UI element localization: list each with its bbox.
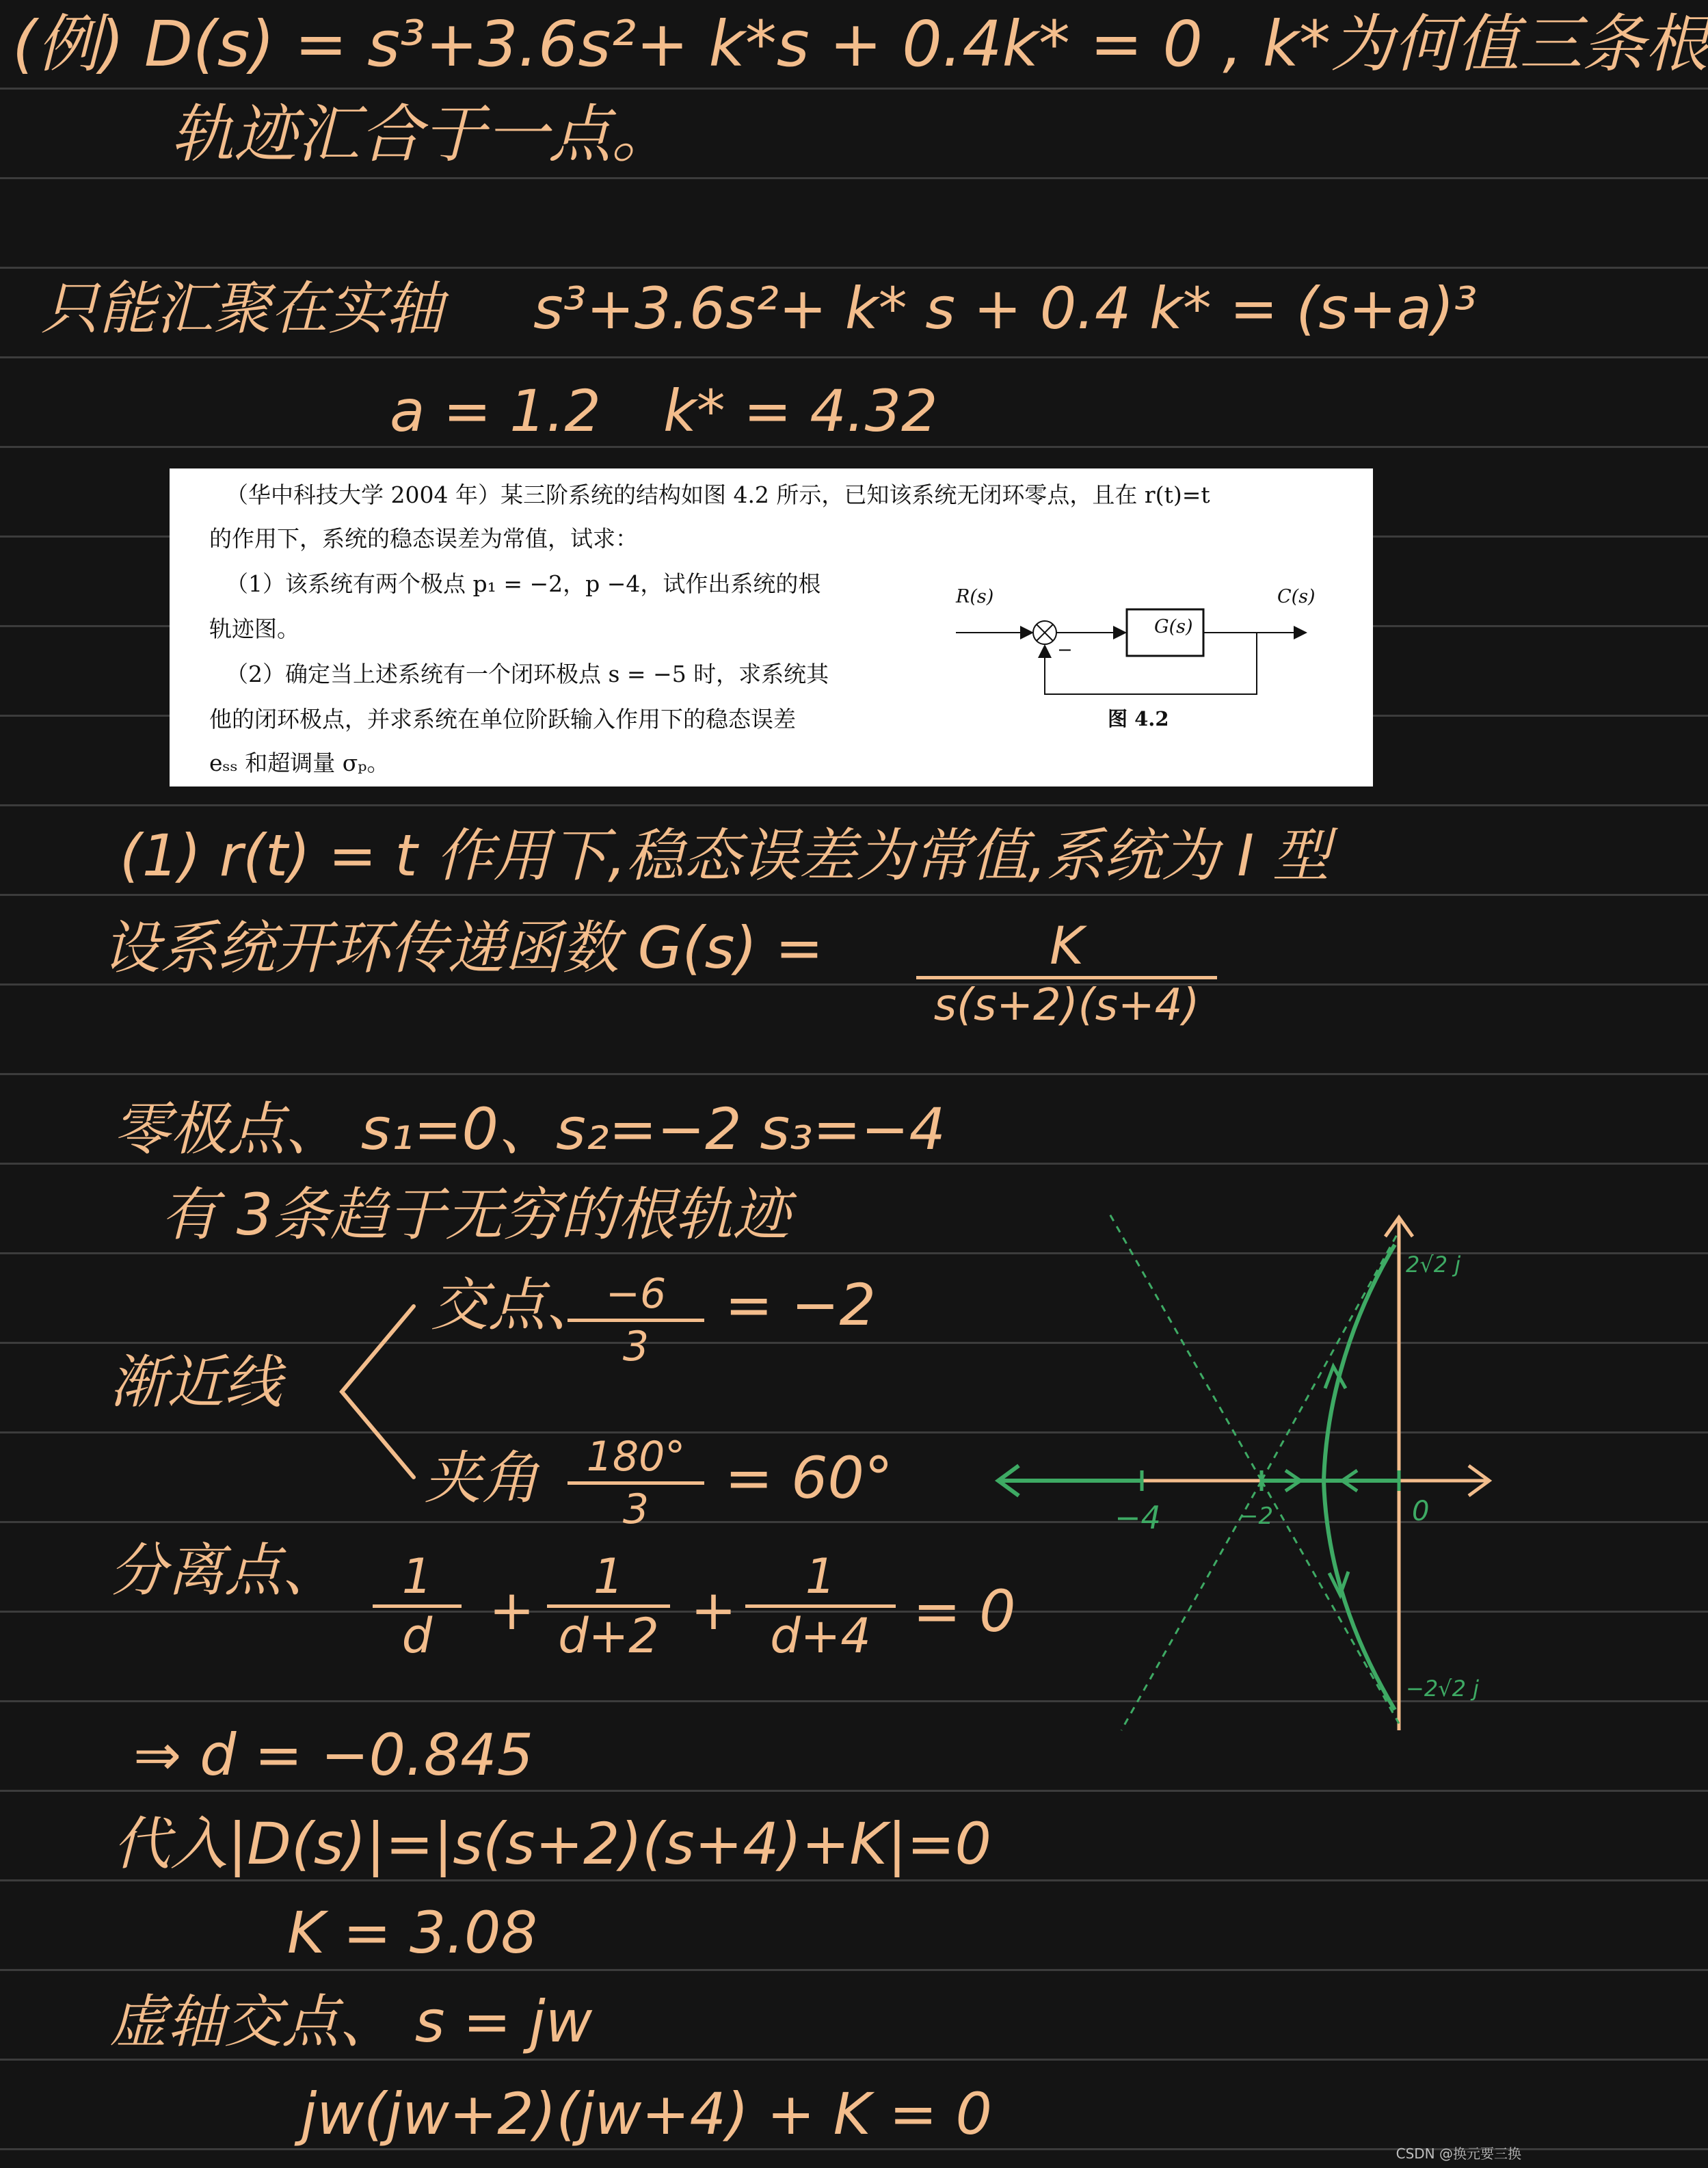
example-line-1: (例) D(s) = s³+3.6s²+ k*s + 0.4k* = 0 , k*为何值三条根 xyxy=(12,8,1708,81)
problem-q1-b: 轨迹图。 xyxy=(209,616,299,642)
block-diagram xyxy=(949,578,1332,715)
imag-axis-line: 虚轴交点、 s = jw xyxy=(109,1988,593,2055)
minus-sign: − xyxy=(1057,639,1073,661)
problem-line-2: 的作用下，系统的稳态误差为常值，试求： xyxy=(209,525,638,552)
breakaway-result: = 0 xyxy=(913,1578,1016,1645)
problem-card xyxy=(170,468,1373,786)
asymptote-angle-result: = 60° xyxy=(725,1444,893,1511)
a-value: a = 1.2 xyxy=(390,378,601,445)
root-locus-plot xyxy=(985,1190,1504,1737)
imag-equation: jw(jw+2)(jw+4) + K = 0 xyxy=(301,2080,992,2147)
branches-line: 有 3条趋于无穷的根轨迹 xyxy=(161,1181,790,1248)
example-line-2: 轨迹汇合于一点。 xyxy=(171,98,675,171)
locus-branch-upper xyxy=(1324,1245,1395,1481)
plant-label: G(s) xyxy=(1154,616,1193,637)
solution-step-1: (1) r(t) = t 作用下,稳态误差为常值,系统为 I 型 xyxy=(120,822,1330,889)
breakaway-term-1: 1 d xyxy=(373,1552,462,1660)
breakaway-term-2: 1 d+2 xyxy=(547,1552,670,1660)
transfer-function-label: 设系统开环传递函数 G(s) = xyxy=(103,914,824,981)
crossing-label-bottom: −2√2 j xyxy=(1406,1676,1479,1702)
problem-q2-a: （2）确定当上述系统有一个闭环极点 s = −5 时，求系统其 xyxy=(226,661,829,687)
watermark: CSDN @换元要三换 xyxy=(1396,2145,1521,2162)
problem-line-1: （华中科技大学 2004 年）某三阶系统的结构如图 4.2 所示，已知该系统无闭环零点，且在 r(t)=t xyxy=(226,481,1210,508)
transfer-function xyxy=(916,915,1217,1031)
figure-caption: 图 4.2 xyxy=(1108,707,1169,730)
asymptote-lower-right xyxy=(1262,1481,1399,1723)
k-star-value: k* = 4.32 xyxy=(663,378,938,445)
tick-label-minus-4: −4 xyxy=(1115,1499,1161,1536)
asymptote-angle-fraction: 180° 3 xyxy=(568,1436,704,1530)
asymptote-label: 渐近线 xyxy=(109,1349,282,1416)
breakaway-label: 分离点、 xyxy=(109,1537,340,1604)
problem-q2-c: eₛₛ 和超调量 σₚ。 xyxy=(209,750,390,776)
plus-sign-1: + xyxy=(489,1578,535,1642)
gain-value: K = 3.08 xyxy=(287,1899,537,1966)
problem-q1-a: （1）该系统有两个极点 p₁ = −2，p −4，试作出系统的根 xyxy=(226,570,821,597)
tf-numerator: K xyxy=(1050,915,1084,976)
asymptote-intersection-fraction: −6 3 xyxy=(568,1273,704,1367)
tick-label-zero: 0 xyxy=(1412,1496,1430,1527)
substitute-line: 代入|D(s)|=|s(s+2)(s+4)+K|=0 xyxy=(113,1810,991,1877)
asymptote-upper xyxy=(1108,1211,1262,1481)
asymptote-intersection-result: = −2 xyxy=(725,1271,876,1338)
asymptote-upper-right xyxy=(1262,1231,1399,1481)
plus-sign-2: + xyxy=(691,1578,737,1642)
locus-branch-lower xyxy=(1324,1481,1395,1710)
tf-denominator: s(s+2)(s+4) xyxy=(933,980,1200,1031)
asymptote-angle-label: 夹角 xyxy=(424,1444,539,1511)
tick-label-minus-2: −2 xyxy=(1239,1503,1274,1530)
input-label: R(s) xyxy=(956,586,994,607)
output-label: C(s) xyxy=(1277,586,1316,607)
breakaway-term-3: 1 d+4 xyxy=(745,1552,896,1660)
converge-equation: s³+3.6s²+ k* s + 0.4 k* = (s+a)³ xyxy=(533,275,1478,342)
crossing-label-top: 2√2 j xyxy=(1406,1252,1461,1278)
converge-label: 只能汇聚在实轴 xyxy=(41,275,444,342)
poles-line: 零极点、 s₁=0、s₂=−2 s₃=−4 xyxy=(113,1096,946,1163)
asymptote-brace xyxy=(328,1299,424,1484)
breakaway-point: ⇒ d = −0.845 xyxy=(133,1721,534,1788)
problem-q2-b: 他的闭环极点，并求系统在单位阶跃输入作用下的稳态误差 xyxy=(209,706,796,732)
asymptote-intersection-label: 交点、 xyxy=(431,1271,604,1338)
